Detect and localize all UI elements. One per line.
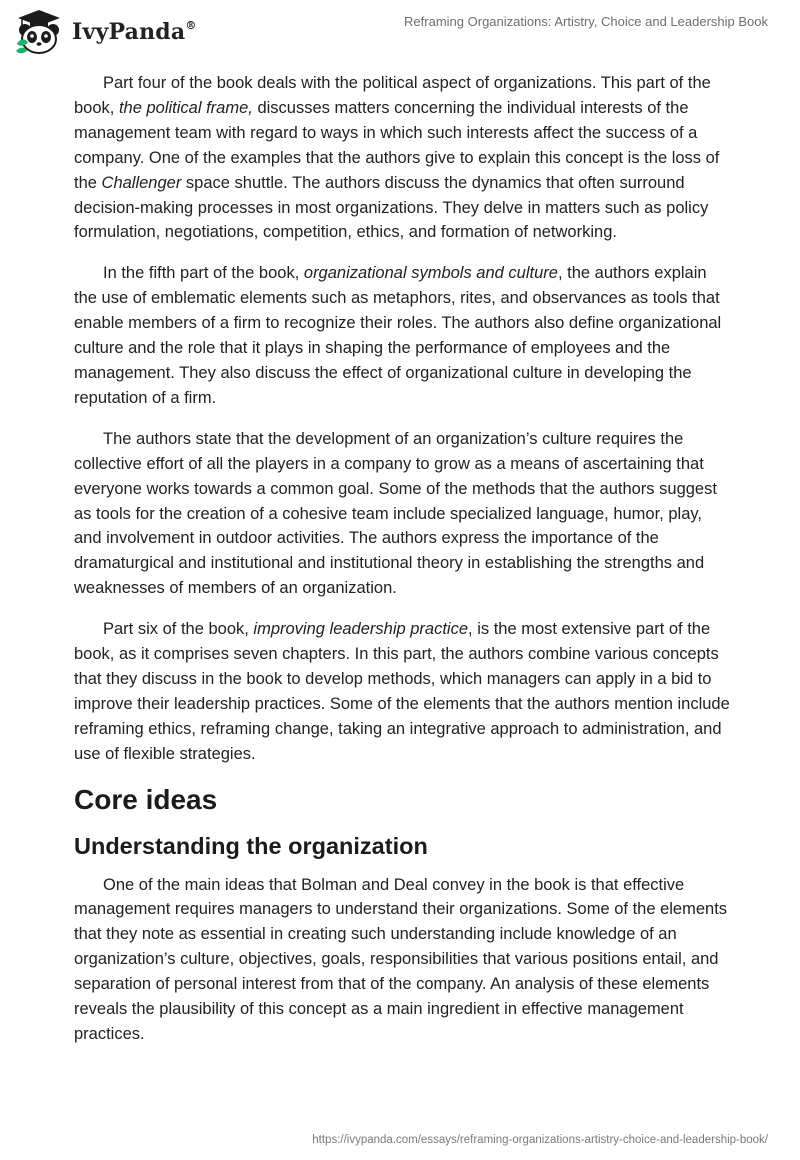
paragraph-leadership-practice: Part six of the book, improving leadership practice, is the most extensive part of the book, as it comprises seven chapters. In this part, the authors combine various concepts that they discuss in the book to develop methods, which managers can apply in a bid to improve their leadership practices. Some of the elements that the authors mention include reframing ethics, reframing change, taking an integrative approach to administration, and use of flexible strategies. <box>74 620 730 763</box>
document-title: Reframing Organizations: Artistry, Choice and Leadership Book <box>404 14 768 29</box>
emphasis-symbols-culture: organizational symbols and culture <box>303 264 558 283</box>
paragraph-symbols-culture: In the fifth part of the book, organizational symbols and culture, the authors explain the use of emblematic elements such as metaphors, rites, and observances as tools that enable members of a firm to recognize their roles. The authors also define organizational culture and the role that it plays in shaping the performance of employees and the management. They also discuss the effect of organizational culture in developing the reputation of a firm. <box>74 264 722 407</box>
paragraph-understanding-organization: One of the main ideas that Bolman and Deal convey in the book is that effective management requires managers to understand their organizations. Some of the elements that they note as essential in creating such understanding include knowledge of an organization’s culture, objectives, goals, responsibilities that various positions entail, and separation of personal interest from that of the company. An analysis of these elements reveals the plausibility of this concept as a main ingredient in effective management practices. <box>74 875 728 1043</box>
essay-content <box>74 71 734 1063</box>
paragraph-culture-development: The authors state that the development of an organization’s culture requires the collective effort of all the players in a company to grow as a means of ascertaining that everyone works towards a common goal. Some of the methods that the authors suggest as tools for the creation of a cohesive team include specialized language, humor, play, and involvement in outdoor activities. The authors express the importance of the dramaturgical and institutional and institutional theory in establishing the strengths and weaknesses of members of an organization. <box>74 429 717 598</box>
ivypanda-logo[interactable] <box>14 8 197 56</box>
brand-name <box>72 19 197 45</box>
registered-mark: ® <box>185 18 197 32</box>
emphasis-challenger: Challenger <box>101 173 182 192</box>
panda-icon <box>14 8 64 56</box>
brand-text: IvyPanda <box>72 19 186 45</box>
page-header <box>0 0 800 66</box>
footer-url[interactable]: https://ivypanda.com/essays/reframing-organizations-artistry-choice-and-leadership-book/ <box>312 1134 768 1146</box>
section-heading: Core ideas <box>74 783 218 815</box>
emphasis-political-frame: the political frame, <box>118 98 253 117</box>
emphasis-leadership-practice: improving leadership practice <box>253 620 469 639</box>
subsection-heading: Understanding the organization <box>74 832 428 859</box>
paragraph-political-frame: Part four of the book deals with the political aspect of organizations. This part of the book, the political frame, discusses matters concerning the individual interests of the management team with regard to ways in which such interests affect the success of a company. One of the examples that the authors give to explain this concept is the loss of the Challenger space shuttle. The authors discuss the dynamics that often surround decision-making processes in most organizations. They delve in matters such as policy formulation, negotiations, competition, ethics, and formation of networking. <box>74 74 720 242</box>
